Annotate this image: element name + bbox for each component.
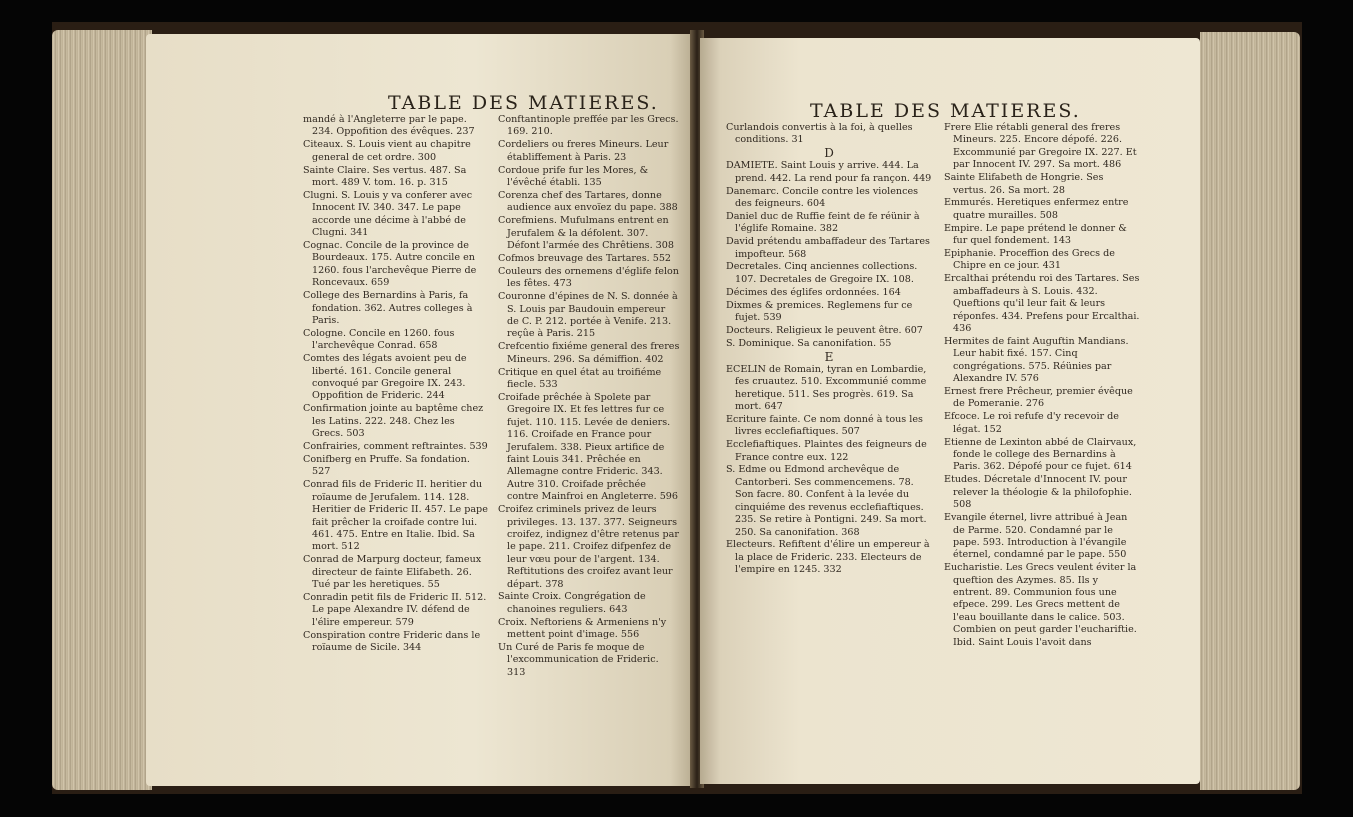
index-entry: S. Edme ou Edmond archevêque de Cantorberi. Ses commencemens. 78. Son facre. 80. Confent à la levée du cinquiéme des revenus ecclefiaftiques. 235. Se retire à Pontigni. 249. Sa mort. 250. Sa canonifation. 368: [726, 464, 927, 538]
index-entry: Conifberg en Pruffe. Sa fondation. 527: [303, 453, 470, 478]
index-entry: ECELIN de Romain, tyran en Lombardie, fes cruautez. 510. Excommunié comme heretique. 511. Ses progrès. 619. Sa mort. 647: [726, 363, 927, 412]
page-edges-left: [52, 30, 152, 790]
index-entry: Cofmos breuvage des Tartares. 552: [498, 252, 672, 264]
index-entry: Emmurés. Heretiques enfermez entre quatre murailles. 508: [944, 197, 1129, 221]
index-entry: Cordeliers ou freres Mineurs. Leur établiffement à Paris. 23: [498, 139, 669, 163]
index-entry: Citeaux. S. Louis vient au chapitre general de cet ordre. 300: [303, 139, 471, 163]
right-page-header: TABLE DES MATIERES.: [810, 100, 1081, 122]
index-entry: Ernest frere Prêcheur, premier évêque de Pomeranie. 276: [944, 386, 1133, 410]
index-entry: Cologne. Concile en 1260. fous l'archevêque Conrad. 658: [303, 327, 455, 352]
index-entry: Conftantinople preffée par les Grecs. 169. 210.: [498, 114, 679, 138]
index-entry: S. Dominique. Sa canonifation. 55: [726, 337, 892, 349]
section-letter: D: [824, 146, 834, 161]
index-entry: Conspiration contre Frideric dans le roïaume de Sicile. 344: [303, 629, 481, 654]
index-entry: Sainte Elifabeth de Hongrie. Ses vertus. 26. Sa mort. 28: [944, 172, 1104, 196]
index-entry: Clugni. S. Louis y va conferer avec Innocent IV. 340. 347. Le pape accorde une décime à l'abbé de Clugni. 341: [303, 189, 473, 239]
index-entry: Conradin petit fils de Frideric II. 512. Le pape Alexandre IV. défend de l'élire empereur. 579: [303, 591, 487, 628]
index-entry: Ecriture fainte. Ce nom donné à tous les livres ecclefiaftiques. 507: [726, 413, 923, 438]
index-entry: Eucharistie. Les Grecs veulent éviter la queftion des Azymes. 85. Ils y entrent. 89. Communion fous une efpece. 299. Les Grecs mettent de l'eau bouillante dans le calice. 503. Combien on peut garder l'euchariftie. Ibid. Saint Louis l'avoit dans: [944, 562, 1137, 648]
index-entry: Decretales. Cinq anciennes collections. 107. Decretales de Gregoire IX. 108.: [726, 261, 918, 285]
right-page: [700, 38, 1200, 784]
index-entry: Danemarc. Concile contre les violences des feigneurs. 604: [726, 185, 919, 209]
index-entry: Décimes des églifes ordonnées. 164: [726, 286, 901, 298]
index-entry: Corefmiens. Mufulmans entrent en Jerufalem & la défolent. 307. Défont l'armée des Chrêtiens. 308: [498, 215, 674, 252]
index-entry: Electeurs. Refiftent d'élire un empereur à la place de Frideric. 233. Electeurs de l'empire en 1245. 332: [726, 539, 930, 576]
index-entry: Couronne d'épines de N. S. donnée à S. Louis par Baudouin empereur de C. P. 212. portée à Venife. 213. reçûe à Paris. 215: [498, 291, 678, 340]
index-entry: Daniel duc de Ruffie feint de fe réünir à l'églife Romaine. 382: [726, 210, 920, 235]
index-entry: Conrad de Marpurg docteur, fameux directeur de fainte Elifabeth. 26. Tué par les heretiques. 55: [303, 554, 482, 591]
index-entry: Etienne de Lexinton abbé de Clairvaux, fonde le college des Bernardins à Paris. 362. Dépofé pour ce fujet. 614: [944, 436, 1137, 473]
index-entry: Conrad fils de Frideric II. heritier du roïaume de Jerufalem. 114. 128. Heritier de Frideric II. 457. Le pape fait prêcher la croifade contre lui. 461. 475. Entre en Italie. Ibid. Sa mort. 512: [303, 479, 488, 553]
index-entry: Croix. Neftoriens & Armeniens n'y mettent point d'image. 556: [498, 616, 667, 641]
index-entry: Corenza chef des Tartares, donne audience aux envoïez du pape. 388: [498, 189, 678, 214]
index-entry: Hermites de faint Auguftin Mandians. Leur habit fixé. 157. Cinq congrégations. 575. Réünies par Alexandre IV. 576: [944, 335, 1129, 385]
index-entry: Sainte Croix. Congrégation de chanoines reguliers. 643: [498, 591, 646, 615]
index-entry: Croifez criminels privez de leurs privileges. 13. 137. 377. Seigneurs croifez, indignez d'être retenus par le pape. 211. Croifez difpenfez de leur vœu pour de l'argent. 134. Reftitutions des croifez avant leur départ. 378: [498, 504, 679, 590]
index-entry: Dixmes & premices. Reglemens fur ce fujet. 539: [726, 299, 913, 324]
page-edges-right: [1200, 32, 1300, 790]
index-entry: Curlandois convertis à la foi, à quelles conditions. 31: [726, 122, 913, 146]
right-column-1: [726, 122, 932, 742]
index-entry: Efcoce. Le roi refufe d'y recevoir de légat. 152: [944, 411, 1119, 435]
left-page: [146, 34, 692, 786]
index-entry: Un Curé de Paris fe moque de l'excommunication de Frideric. 313: [498, 642, 659, 678]
index-entry: Confrairies, comment reftraintes. 539: [303, 441, 488, 453]
index-entry: Empire. Le pape prétend le donner & fur quel fondement. 143: [944, 222, 1127, 247]
index-entry: Sainte Claire. Ses vertus. 487. Sa mort. 489 V. tom. 16. p. 315: [303, 164, 467, 189]
index-entry: Confirmation jointe au baptême chez les Latins. 222. 248. Chez les Grecs. 503: [303, 403, 484, 440]
index-entry: David prétendu ambaffadeur des Tartares impofteur. 568: [726, 236, 930, 260]
index-entry: Critique en quel état au troifiéme fiecle. 533: [498, 366, 662, 391]
index-entry: Cordoue prife fur les Mores, & l'évêché établi. 135: [498, 164, 649, 189]
index-entry: Cognac. Concile de la province de Bourdeaux. 175. Autre concile en 1260. fous l'archevêque Pierre de Roncevaux. 659: [303, 240, 477, 289]
index-entry: Comtes des légats avoient peu de liberté. 161. Concile general convoqué par Gregoire IX. 243. Oppofition de Frideric. 244: [303, 353, 467, 402]
index-entry: Docteurs. Religieux le peuvent être. 607: [726, 325, 923, 336]
index-entry: Crefcentio fixiéme general des freres Mineurs. 296. Sa démiffion. 402: [498, 341, 680, 365]
index-entry: Ercalthai prétendu roi des Tartares. Ses ambaffadeurs à S. Louis. 432. Queftions qu'il leur fait & leurs réponfes. 434. Prefens pour Ercalthai. 436: [944, 273, 1140, 334]
index-entry: Ecclefiaftiques. Plaintes des feigneurs de France contre eux. 122: [726, 439, 927, 463]
index-entry: Croifade prêchée à Spolete par Gregoire IX. Et fes lettres fur ce fujet. 110. 115. Levée de deniers. 116. Croifade en France pour Jerufalem. 338. Pieux artifice de faint Louis 341. Prêchée en Allemagne contre Frideric. 343. Autre 310. Croifade prêchée contre Mainfroi en Angleterre. 596: [498, 391, 679, 503]
left-column-2: [498, 114, 680, 754]
index-entry: Etudes. Décretale d'Innocent IV. pour relever la théologie & la philofophie. 508: [944, 474, 1132, 511]
left-page-header: TABLE DES MATIERES.: [388, 92, 659, 114]
index-entry: DAMIETE. Saint Louis y arrive. 444. La prend. 442. La rend pour fa rançon. 449: [726, 160, 932, 184]
index-entry: mandé à l'Angleterre par le pape. 234. Oppofition des évêques. 237: [303, 114, 475, 138]
index-entry: College des Bernardins à Paris, fa fondation. 362. Autres colleges à Paris.: [303, 290, 473, 326]
index-entry: Couleurs des ornemens d'églife felon les fêtes. 473: [498, 265, 679, 290]
index-entry: Epiphanie. Proceffion des Grecs de Chipre en ce jour. 431: [944, 248, 1115, 272]
left-column-1: [303, 114, 488, 754]
index-entry: Frere Elie rétabli general des freres Mineurs. 225. Encore dépofé. 226. Excommunié par Gregoire IX. 227. Et par Innocent IV. 297. Sa mort. 486: [944, 122, 1137, 171]
right-column-2: [944, 122, 1140, 742]
index-entry: Evangile éternel, livre attribué à Jean de Parme. 520. Condamné par le pape. 593. Introduction à l'évangile éternel, condamné par le pape. 550: [944, 512, 1128, 561]
section-letter: E: [824, 349, 834, 364]
